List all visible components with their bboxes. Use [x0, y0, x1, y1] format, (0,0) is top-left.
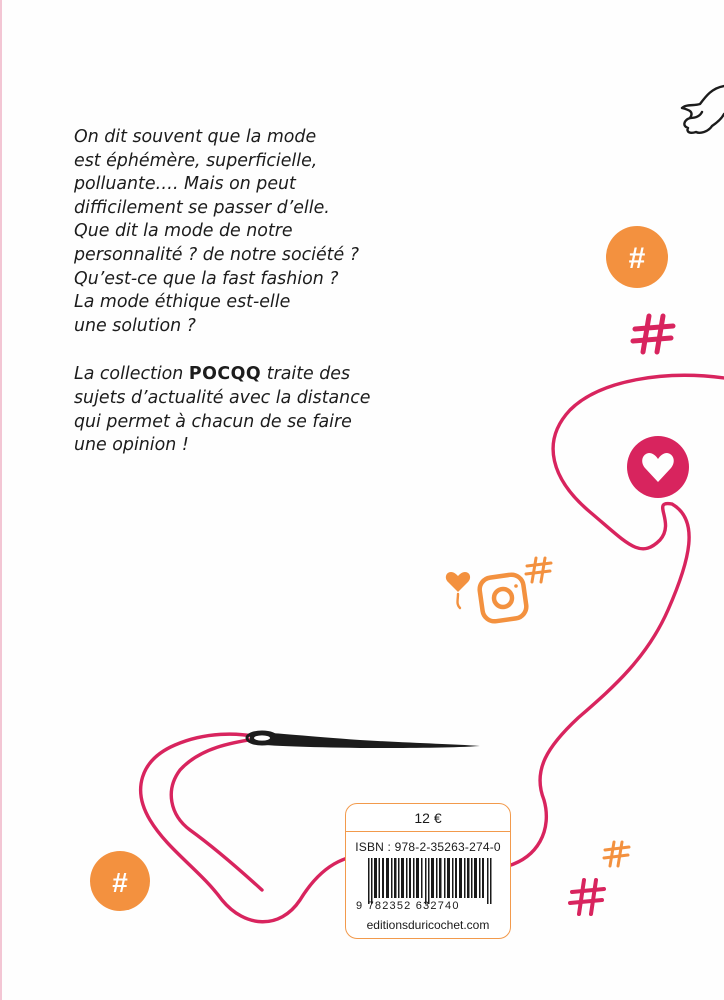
- collection-brand: POCQQ: [188, 364, 262, 385]
- blurb-line: Qu’est-ce que la fast fashion ?: [74, 268, 339, 289]
- blurb-line: La mode éthique est-elle: [74, 292, 291, 313]
- hashtag-icon: [526, 558, 551, 582]
- price-label: 12 €: [414, 810, 442, 826]
- hashtag-bubble-icon: [90, 851, 150, 911]
- blurb-text: traite des: [261, 364, 351, 385]
- blurb-line: une solution ?: [74, 315, 196, 336]
- hashtag-icon: [633, 316, 673, 352]
- blurb-line: qui permet à chacun de se faire: [74, 411, 352, 432]
- blurb-line: Que dit la mode de notre: [74, 221, 293, 242]
- blurb-line: On dit souvent que la mode: [74, 127, 317, 147]
- hashtag-bubble-icon: [606, 226, 668, 288]
- hashtag-icon: [570, 880, 604, 914]
- hashtag-icon: [604, 842, 629, 866]
- instagram-icon: [478, 573, 528, 623]
- hashtag-glyph: #: [112, 867, 128, 898]
- publisher-website: editionsduricochet.com: [366, 918, 490, 932]
- price-isbn-box: [345, 803, 511, 939]
- needle-icon: [247, 732, 480, 748]
- hand-icon: [682, 86, 724, 133]
- blurb-text: La collection: [74, 364, 189, 385]
- heart-bubble-icon: [627, 436, 689, 498]
- blurb-line: est éphémère, superficielle,: [74, 150, 318, 171]
- barcode-digits: 9 782352 632740: [356, 900, 460, 912]
- divider: [346, 831, 510, 832]
- like-heart-icon: [446, 572, 470, 608]
- blurb-line: polluante…. Mais on peut: [74, 174, 296, 195]
- thread-line: [171, 738, 262, 890]
- hashtag-glyph: #: [628, 242, 646, 275]
- blurb-line: difficilement se passer d’elle.: [74, 197, 330, 218]
- blurb-line: personnalité ? de notre société ?: [74, 244, 359, 265]
- barcode-graphic: [368, 858, 492, 904]
- isbn-label: ISBN : 978-2-35263-274-0: [355, 840, 501, 854]
- blurb-line: une opinion !: [74, 435, 189, 456]
- blurb-line: sujets d’actualité avec la distance: [74, 387, 371, 408]
